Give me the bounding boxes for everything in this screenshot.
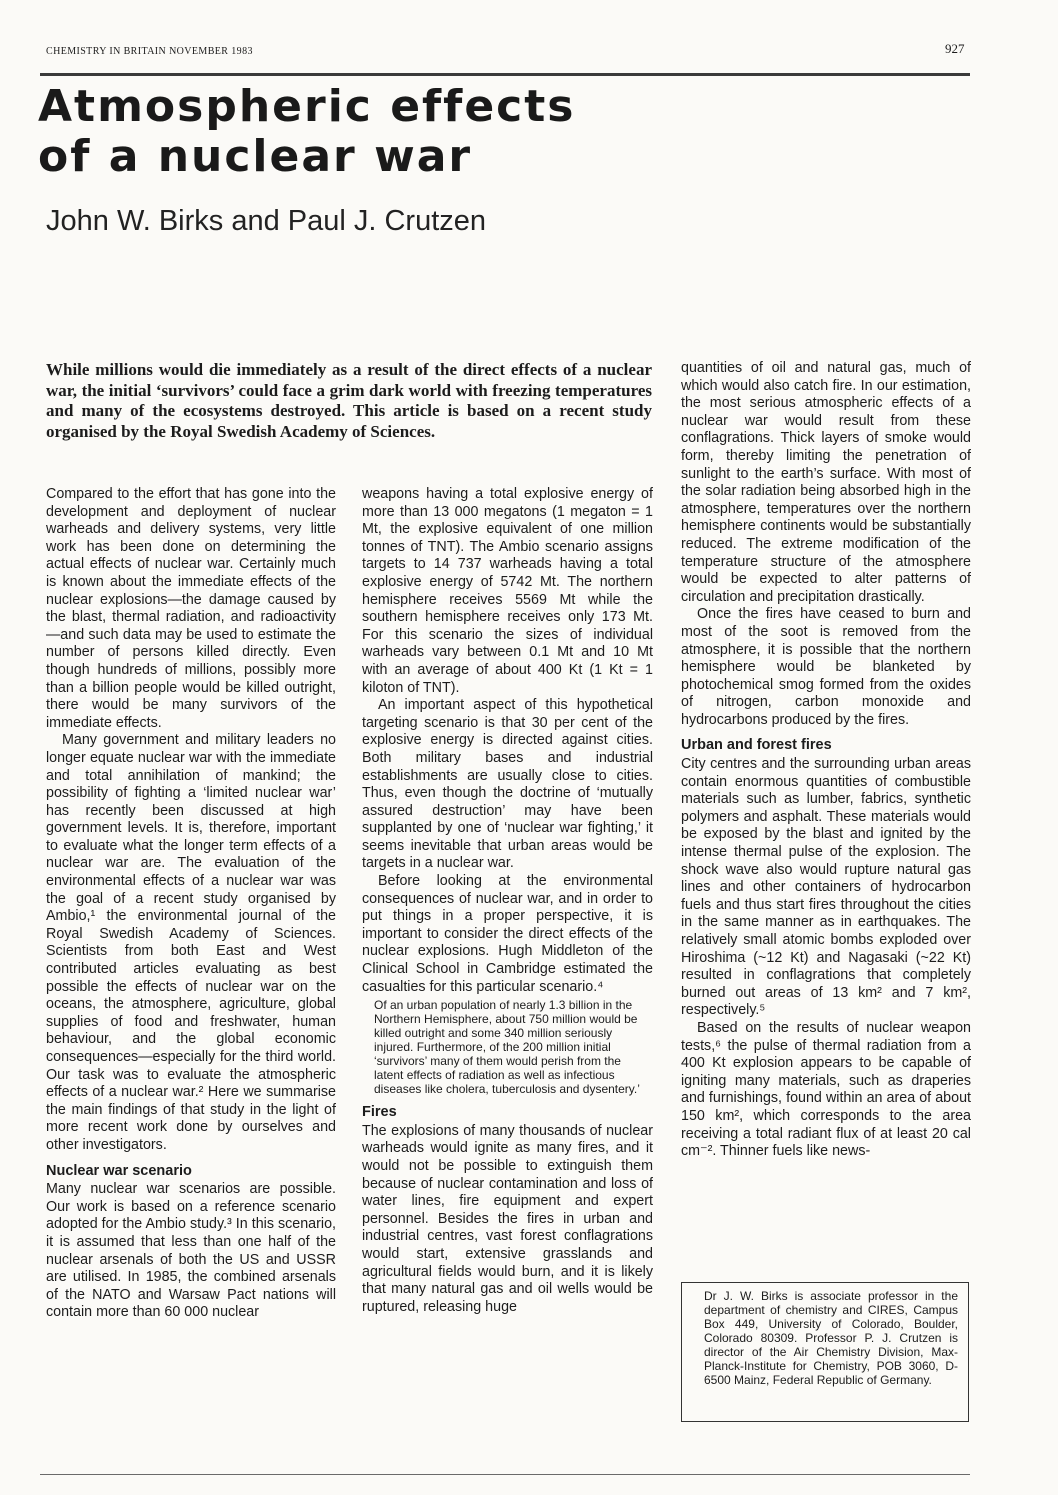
casualty-quote: Of an urban population of nearly 1.3 billion in the Northern Hemisphere, about 750 million would be killed outright and some 340 million seriously injured. Furthermore, of the 200 million initial ‘survivors’ many of them would perish from the latent effects of radiation as well as infectious diseases like cholera, tuberculosis and dysentery.’ xyxy=(374,998,640,1097)
title-line-2: of a nuclear war xyxy=(38,131,473,182)
column-2 xyxy=(362,486,653,1316)
paragraph: Compared to the effort that has gone into the development and deployment of nuclear warheads and delivery systems, very little work has been done on determining the actual effects of nuclear war. Certainly much is known about the immediate effects of the nuclear explosions—the damage caused by the blast, thermal radiation, and radioactivity—and such data may be used to estimate the number of persons killed directly. Even though hundreds of millions, possibly more than a billion people would be killed outright, there would be many survivors of the immediate effects. xyxy=(46,486,336,731)
paragraph: Many nuclear war scenarios are possible. Our work is based on a reference scenario adopted for the Ambio study.³ In this scenario, it is assumed that less than one half of the nuclear arsenals of both the US and USSR are utilised. In 1985, the combined arsenals of the NATO and Warsaw Pact nations will contain more than 60 000 nuclear xyxy=(46,1181,336,1321)
paragraph: An important aspect of this hypothetical targeting scenario is that 30 per cent of the explosive energy is directed against cities. Both military bases and industrial establishments are usually close to cities. Thus, even though the doctrine of ‘mutually assured destruction’ may have been supplanted by one of ‘nuclear war fighting,’ it seems inevitable that urban areas would be targets in a nuclear war. xyxy=(362,697,653,872)
paragraph: quantities of oil and natural gas, much of which would also catch fire. In our estimation, the most serious atmospheric effects of a nuclear war would result from these conflagrations. Thick layers of smoke would form, thereby limiting the penetration of sunlight to the earth’s surface. With most of the solar radiation being absorbed high in the atmosphere, temperatures over the northern hemisphere continents would be substantially reduced. The extreme modification of the temperature structure of the atmosphere would be expected to alter patterns of circulation and precipitation drastically. xyxy=(681,360,971,605)
paragraph: Many government and military leaders no longer equate nuclear war with the immediate and total annihilation of mankind; the possibility of fighting a ‘limited nuclear war’ has recently been discussed at high government levels. It is, therefore, important to evaluate what the longer term effects of a nuclear war are. The evaluation of the environmental effects of a nuclear war was the goal of a recent study organised by Ambio,¹ the environmental journal of the Royal Swedish Academy of Sciences. Scientists from both East and West contributed articles evaluating as best possible the effects of nuclear war on the oceans, the atmosphere, agriculture, global supplies of food and freshwater, human behaviour, and the global economic consequences—especially for the third world. Our task was to evaluate the atmospheric effects of a nuclear war.² Here we summarise the main findings of that study in the light of more recent work done by ourselves and other investigators. xyxy=(46,732,336,1153)
authors: John W. Birks and Paul J. Crutzen xyxy=(46,205,487,237)
paragraph: weapons having a total explosive energy of more than 13 000 megatons (1 megaton = 1 Mt, the explosive equivalent of one million tonnes of TNT). The Ambio scenario assigns targets to 14 737 warheads having a total explosive energy of 5742 Mt. The northern hemisphere receives 5569 Mt while the southern hemisphere receives only 173 Mt. For this scenario the sizes of individual warheads vary between 0.1 Mt and 10 Mt with an average of about 400 Kt (1 Kt = 1 kiloton of TNT). xyxy=(362,486,653,696)
paragraph: Based on the results of nuclear weapon tests,⁶ the pulse of thermal radiation from a 400 Kt explosion appears to be capable of igniting many materials, such as draperies and furnishings, found within an area of about 150 km², which corresponds to the area receiving a total radiant flux of at least 20 cal cm⁻². Thinner fuels like news- xyxy=(681,1019,971,1160)
paragraph: The explosions of many thousands of nuclear warheads would ignite as many fires, and it would not be possible to extinguish them because of nuclear contamination and loss of water lines, fire equipment and expert personnel. Besides the fires in urban and industrial centres, vast forest conflagrations would start, extensive grasslands and agricultural fields would burn, and it is likely that many natural gas and oil wells would be ruptured, releasing huge xyxy=(362,1122,653,1315)
top-rule xyxy=(40,73,970,76)
paragraph: City centres and the surrounding urban areas contain enormous quantities of combustible materials such as lumber, fabrics, synthetic polymers and asphalt. These materials would be exposed by the blast and ignited by the intense thermal pulse of the explosion. The shock wave also would rupture natural gas lines and other containers of hydrocarbon fuels and thus start fires throughout the cities in the same manner as in earthquakes. The relatively small atomic bombs exploded over Hiroshima (~12 Kt) and Nagasaki (~22 Kt) resulted in conflagrations that completely burned out areas of 13 km² and 7 km², respectively.⁵ xyxy=(681,756,971,1019)
standfirst: While millions would die immediately as a result of the direct effects of a nuclear war, the initial ‘survivors’ could face a grim dark world with freezing temperatures and many of the ecosystems destroyed. This article is based on a recent study organised by the Royal Swedish Academy of Sciences. xyxy=(46,360,652,441)
article-title xyxy=(38,82,738,182)
paragraph: Before looking at the environmental consequences of nuclear war, and in order to put things in a proper perspective, it is important to consider the direct effects of the nuclear explosions. Hugh Middleton of the Clinical School in Cambridge estimated the casualties for this particular scenario.⁴ xyxy=(362,873,653,995)
column-3 xyxy=(681,360,971,1161)
title-line-1: Atmospheric effects xyxy=(38,81,576,132)
section-heading-urban-and-forest-fires: Urban and forest fires xyxy=(681,737,832,754)
bottom-rule xyxy=(40,1474,970,1475)
section-heading-nuclear-war-scenario: Nuclear war scenario xyxy=(46,1162,192,1179)
author-note-box: Dr J. W. Birks is associate professor in the department of chemistry and CIRES, Campus Box 449, University of Colorado, Boulder, Colorado 80309. Professor P. J. Crutzen is director of the Air Chemistry Division, Max-Planck-Institute for Chemistry, POB 3060, D-6500 Mainz, Federal Republic of Germany. xyxy=(681,1282,969,1422)
section-heading-fires: Fires xyxy=(362,1104,397,1121)
page-number: 927 xyxy=(945,41,965,56)
paragraph: Once the fires have ceased to burn and most of the soot is removed from the atmosphere, it is possible that the northern hemisphere would be blanketed by photochemical smog formed from the oxides of nitrogen, carbon monoxide and hydrocarbons produced by the fires. xyxy=(681,606,971,728)
column-1 xyxy=(46,486,336,1322)
journal-header: CHEMISTRY IN BRITAIN NOVEMBER 1983 xyxy=(46,46,253,57)
